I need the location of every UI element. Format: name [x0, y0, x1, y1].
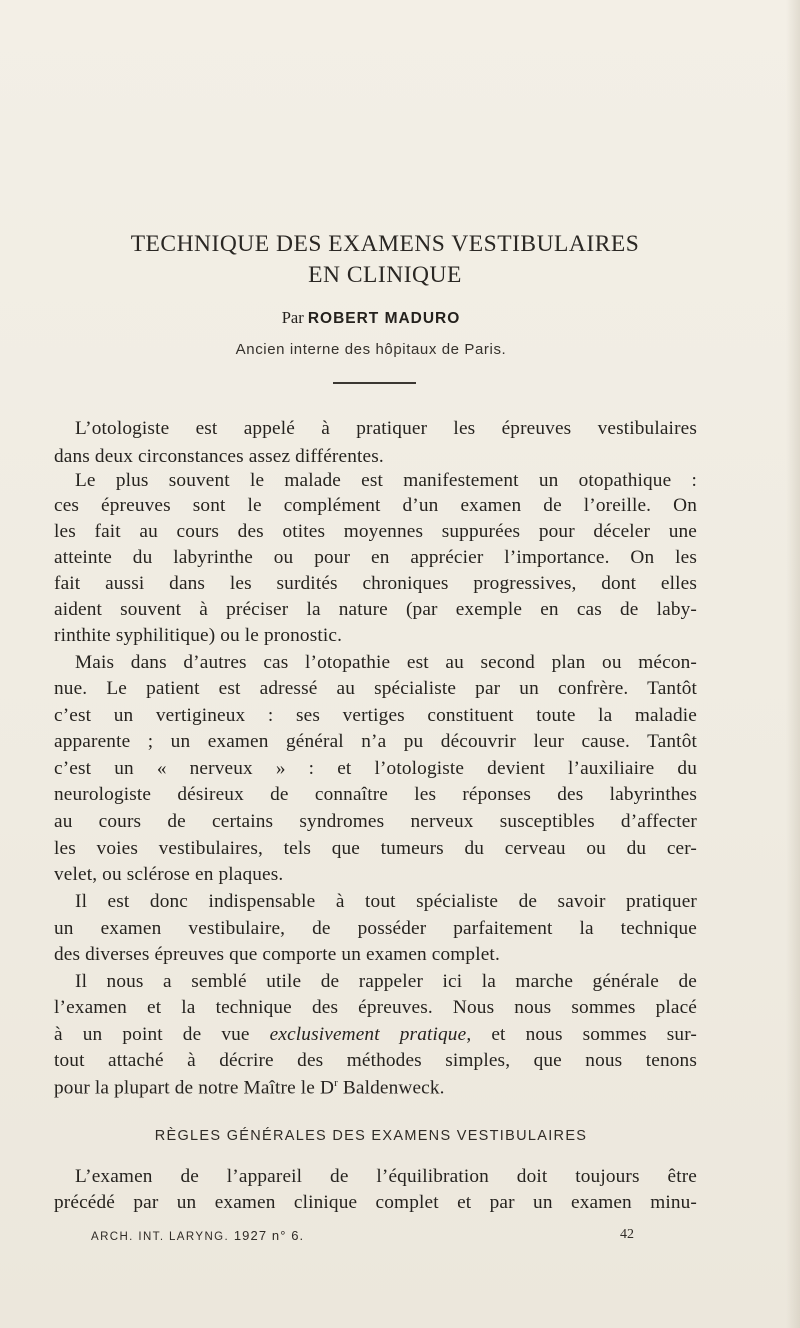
paragraph-line: Mais dans d’autres cas l’otopathie est au second plan ou mécon-: [75, 652, 697, 673]
paragraph-line: Le plus souvent le malade est manifestement un otopathique :: [75, 470, 697, 491]
paragraph-line: un examen vestibulaire, de posséder parfaitement la technique: [54, 918, 697, 939]
paragraph-line: aident souvent à préciser la nature (par exemple en cas de laby-: [54, 599, 697, 620]
paragraph-line: fait aussi dans les surdités chroniques progressives, dont elles: [54, 573, 697, 594]
paragraph-line: rinthite syphilitique) ou le pronostic.: [54, 625, 343, 646]
journal-footer: [91, 1228, 304, 1243]
paragraph-line: des diverses épreuves que comporte un examen complet.: [54, 944, 500, 965]
paragraph-line: atteinte du labyrinthe ou pour en apprécier l’importance. On les: [54, 547, 697, 568]
page-number: 42: [620, 1227, 634, 1242]
article-title-line-2: EN CLINIQUE: [308, 262, 462, 288]
paragraph-line: apparente ; un examen général n’a pu découvrir leur cause. Tantôt: [54, 731, 697, 752]
paragraph-line: velet, ou sclérose en plaques.: [54, 864, 284, 885]
paragraph-line: dans deux circonstances assez différentes.: [54, 446, 384, 467]
paragraph-line: au cours de certains syndromes nerveux susceptibles d’affecter: [54, 811, 697, 832]
paragraph-line: c’est un vertigineux : ses vertiges constituent toute la maladie: [54, 705, 697, 726]
author-affiliation: Ancien interne des hôpitaux de Paris.: [235, 341, 507, 358]
text-run: pour la plupart de notre Maître le D: [54, 1077, 335, 1099]
title-separator-rule: [333, 382, 416, 384]
paragraph-line: tout attaché à décrire des méthodes simples, que nous tenons: [54, 1050, 697, 1071]
paragraph-line: neurologiste désireux de connaître les réponses des labyrinthes: [54, 784, 697, 805]
superscript: r: [334, 1077, 338, 1089]
paragraph-line: précédé par un examen clinique complet et par un examen minu-: [54, 1192, 697, 1213]
byline: [0, 308, 742, 328]
paragraph-line: c’est un « nerveux » : et l’otologiste devient l’auxiliaire du: [54, 758, 697, 779]
paragraph-line: ces épreuves sont le complément d’un examen de l’oreille. On: [54, 495, 697, 516]
author-name: ROBERT MADURO: [307, 310, 461, 327]
paragraph-line: [54, 1077, 445, 1099]
paragraph-line: l’examen et la technique des épreuves. Nous nous sommes placé: [54, 997, 697, 1018]
text-run: à un point de vue: [54, 1024, 270, 1045]
section-heading: RÈGLES GÉNÉRALES DES EXAMENS VESTIBULAIRES: [154, 1128, 588, 1144]
paragraph-line: Il nous a semblé utile de rappeler ici la marche générale de: [75, 971, 697, 992]
text-run: , et nous sommes sur-: [466, 1024, 697, 1045]
article-title-line-1: TECHNIQUE DES EXAMENS VESTIBULAIRES: [130, 231, 640, 257]
journal-issue: 1927 n° 6.: [233, 1228, 305, 1243]
journal-name: ARCH. INT. LARYNG.: [91, 1231, 230, 1243]
paragraph-line: nue. Le patient est adressé au spécialiste par un confrère. Tantôt: [54, 678, 697, 699]
paragraph-line: L’otologiste est appelé à pratiquer les épreuves vestibulaires: [75, 418, 697, 439]
paragraph-line: Il est donc indispensable à tout spécialiste de savoir pratiquer: [75, 891, 697, 912]
italic-emphasis: exclusivement pratique: [269, 1024, 467, 1045]
paragraph-line: les fait au cours des otites moyennes suppurées pour déceler une: [54, 521, 697, 542]
text-run: Baldenweck.: [337, 1077, 445, 1099]
paragraph-line: L’examen de l’appareil de l’équilibration doit toujours être: [75, 1166, 697, 1187]
paragraph-line: [54, 1024, 697, 1046]
byline-prefix: Par: [281, 308, 304, 327]
page-edge-shadow: [786, 0, 800, 1328]
paragraph-line: les voies vestibulaires, tels que tumeurs du cerveau ou du cer-: [54, 838, 697, 859]
